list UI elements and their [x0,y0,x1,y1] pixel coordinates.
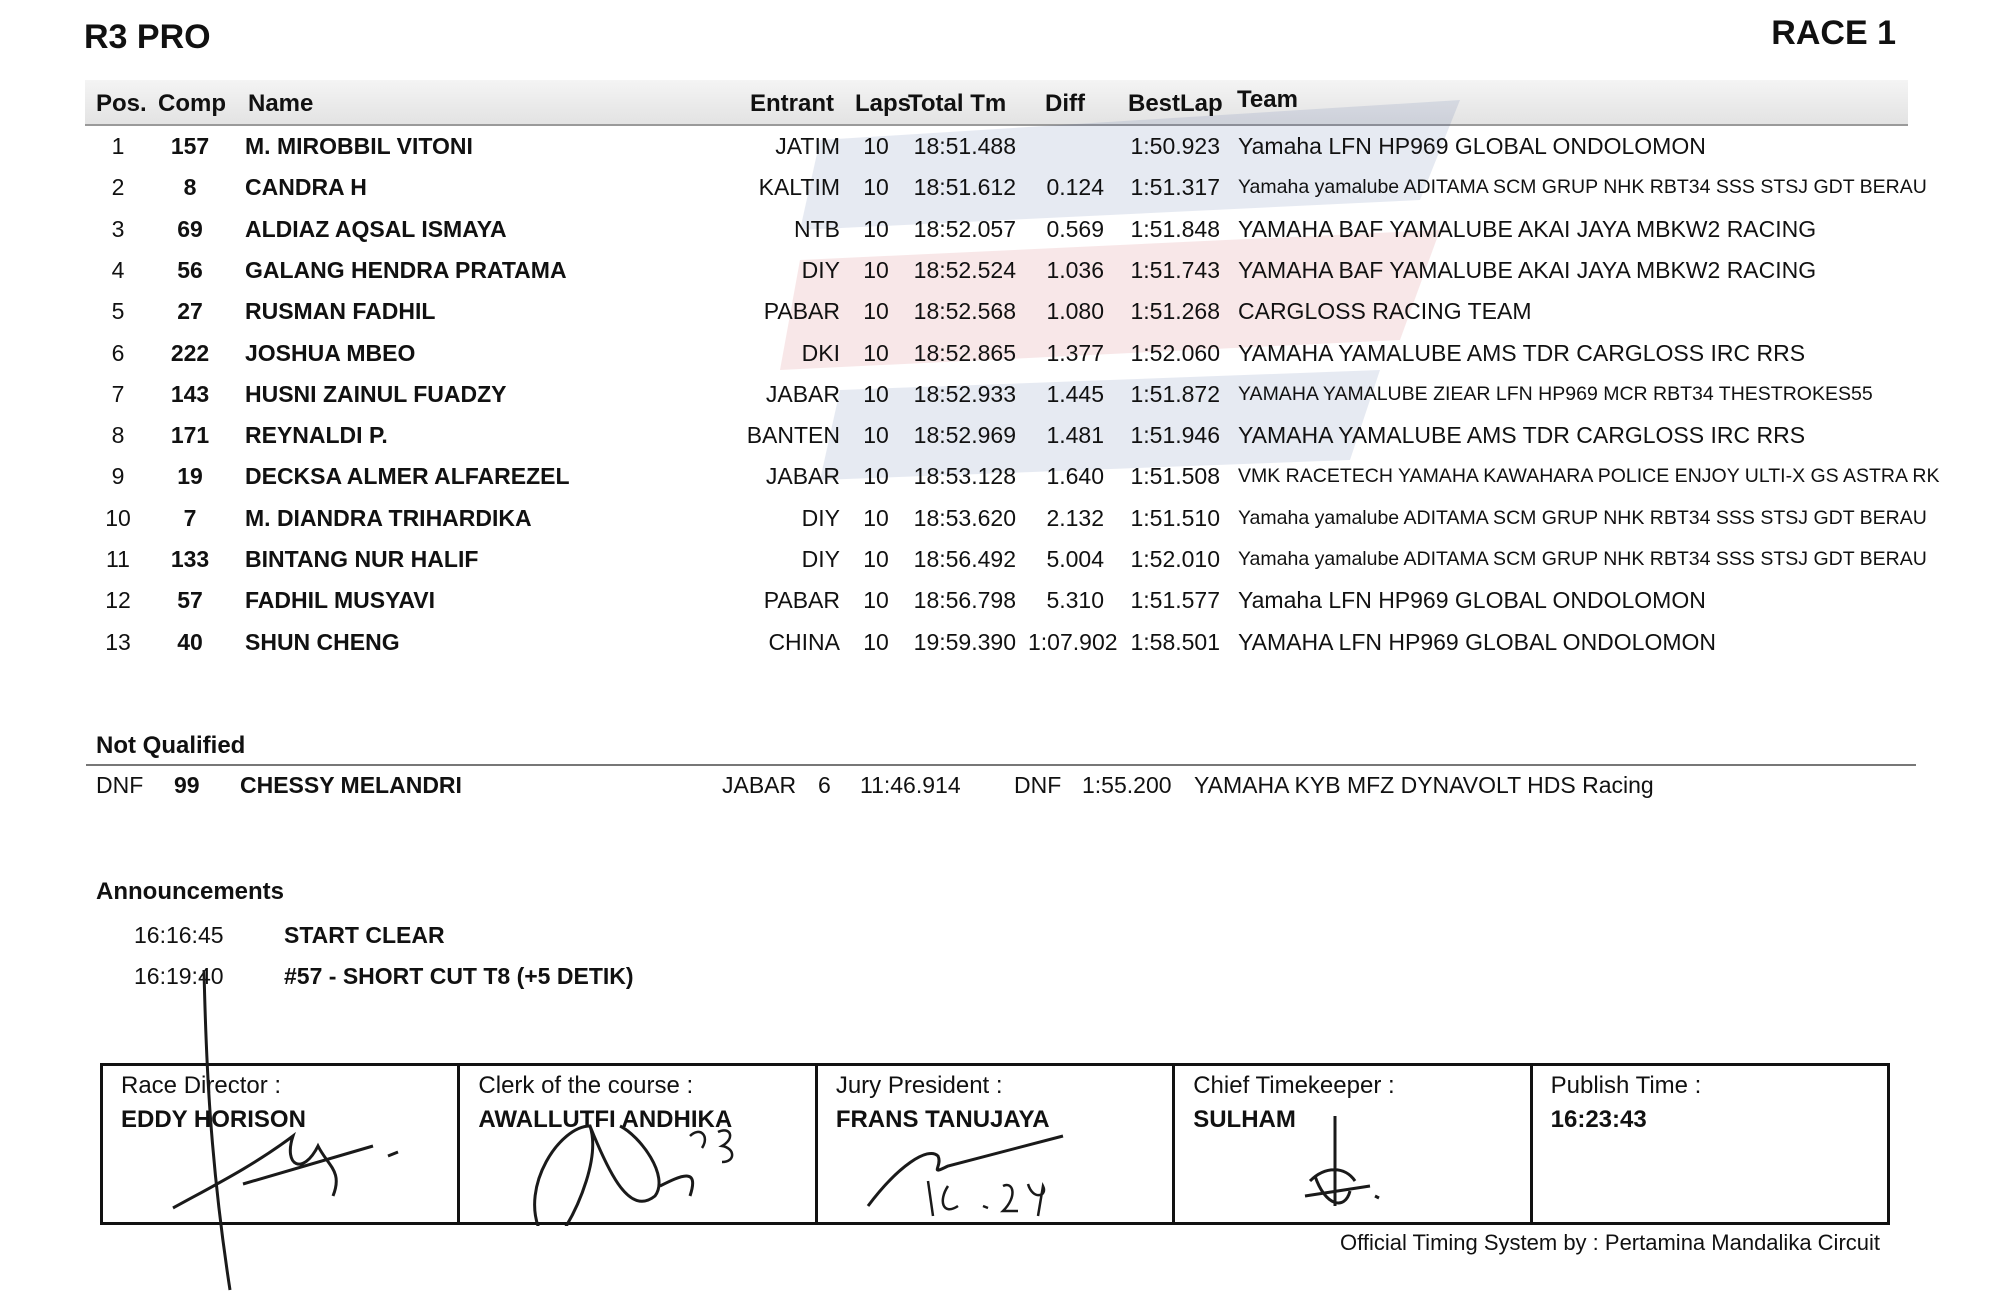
row-comp: 8 [183,174,197,201]
row-total-time: 19:59.390 [913,628,1016,655]
row-comp: 7 [183,504,197,531]
table-row [0,498,2000,539]
row-total-time: 18:51.612 [913,174,1016,201]
signature-label: Jury President : [835,1072,1003,1099]
col-header-pos: Pos. [96,90,147,117]
row-team: Yamaha yamalube ADITAMA SCM GRUP NHK RBT34 SSS STSJ GDT BERAU [1238,548,1927,570]
row-best-lap: 1:51.872 [1130,380,1220,407]
signature-cell-jury [818,1066,1175,1222]
row-name: RUSMAN FADHIL [245,298,436,325]
row-comp: 56 [177,256,203,283]
signature-name: EDDY HORISON [121,1106,306,1133]
row-entrant: NTB [794,215,840,242]
row-team: YAMAHA BAF YAMALUBE AKAI JAYA MBKW2 RACING [1238,256,1817,283]
row-team: YAMAHA YAMALUBE AMS TDR CARGLOSS IRC RRS [1238,339,1806,366]
category-title: R3 PRO [84,18,211,56]
row-name: ALDIAZ AQSAL ISMAYA [245,215,507,242]
row-total-time: 18:52.524 [913,256,1016,283]
row-best-lap: 1:52.010 [1130,546,1220,572]
row-pos: 11 [106,546,130,572]
handwritten-signature [103,1066,473,1226]
row-best-lap: 1:51.743 [1130,256,1220,283]
signature-label: Race Director : [121,1072,282,1099]
nq-comp: 99 [174,772,200,798]
row-pos: 9 [111,463,125,490]
row-total-time: 18:53.620 [913,504,1016,531]
row-total-time: 18:52.865 [913,339,1016,366]
row-entrant: CHINA [768,628,840,655]
row-team: YAMAHA BAF YAMALUBE AKAI JAYA MBKW2 RACING [1238,215,1817,242]
col-header-comp: Comp [158,90,226,117]
row-name: M. DIANDRA TRIHARDIKA [245,504,532,531]
announcement-time: 16:19:40 [134,963,224,989]
row-pos: 7 [111,380,125,407]
not-qualified-title: Not Qualified [96,732,246,759]
row-diff: 0.124 [1046,174,1104,201]
row-comp: 40 [177,628,203,655]
row-name: DECKSA ALMER ALFAREZEL [245,463,570,490]
row-laps: 10 [863,628,889,655]
signature-cell-race-director [103,1066,460,1222]
row-pos: 12 [105,587,131,614]
row-total-time: 18:52.568 [913,298,1016,325]
signature-cell-clerk [460,1066,817,1222]
nq-total: 11:46.914 [860,772,961,798]
row-comp: 171 [170,422,210,449]
nq-diff: DNF [1014,772,1062,798]
signature-name: AWALLUTFI ANDHIKA [478,1106,733,1133]
row-name: JOSHUA MBEO [245,339,416,366]
col-header-best: BestLap [1128,90,1223,117]
table-row [0,456,2000,497]
row-comp: 57 [177,587,203,614]
row-comp: 133 [170,546,210,572]
row-diff: 1.080 [1046,298,1104,325]
announcement-text: #57 - SHORT CUT T8 (+5 DETIK) [284,963,634,989]
row-total-time: 18:56.492 [913,546,1016,572]
official-timing-note: Official Timing System by : Pertamina Mandalika Circuit [1340,1230,1880,1255]
row-team: YAMAHA YAMALUBE AMS TDR CARGLOSS IRC RRS [1238,422,1806,449]
row-entrant: KALTIM [758,174,840,201]
nq-entrant: JABAR [722,772,797,798]
row-comp: 27 [177,298,203,325]
row-team: YAMAHA YAMALUBE ZIEAR LFN HP969 MCR RBT34 THESTROKES55 [1238,382,1873,405]
row-total-time: 18:53.128 [913,463,1016,490]
row-team: VMK RACETECH YAMAHA KAWAHARA POLICE ENJOY ULTI-X GS ASTRA RK [1238,465,1940,488]
row-team: Yamaha yamalube ADITAMA SCM GRUP NHK RBT34 SSS STSJ GDT BERAU [1238,506,1927,529]
row-team: Yamaha LFN HP969 GLOBAL ONDOLOMON [1238,133,1706,159]
row-pos: 5 [111,298,125,325]
col-header-total: Total Tm [908,90,1007,117]
row-name: BINTANG NUR HALIF [245,546,479,572]
row-name: FADHIL MUSYAVI [245,587,435,614]
row-pos: 4 [111,256,125,283]
row-entrant: DIY [801,504,840,531]
row-laps: 10 [863,422,889,449]
announcement-text: START CLEAR [284,922,445,948]
row-pos: 13 [105,628,131,655]
handwritten-signature [1175,1066,1545,1226]
row-best-lap: 1:51.848 [1130,215,1220,242]
col-header-entrant: Entrant [750,90,834,117]
row-pos: 2 [111,174,125,201]
table-row [0,622,2000,663]
row-entrant: JATIM [775,133,840,159]
row-total-time: 18:52.933 [913,380,1016,407]
row-best-lap: 1:51.268 [1130,298,1220,325]
signature-label: Publish Time : [1550,1072,1702,1099]
row-name: REYNALDI P. [245,422,388,449]
row-laps: 10 [863,133,889,159]
row-team: CARGLOSS RACING TEAM [1238,298,1532,325]
table-row [0,126,2000,167]
row-diff: 0.569 [1046,215,1104,242]
announcements-title: Announcements [96,878,285,905]
row-laps: 10 [863,504,889,531]
announcement-time: 16:16:45 [134,922,224,948]
row-total-time: 18:51.488 [913,133,1016,159]
row-comp: 69 [177,215,203,242]
row-laps: 10 [863,215,889,242]
signature-cell-timekeeper [1175,1066,1532,1222]
row-total-time: 18:56.798 [913,587,1016,614]
row-pos: 8 [111,422,125,449]
signature-label: Clerk of the course : [478,1072,694,1099]
row-best-lap: 1:51.317 [1130,174,1220,201]
signature-name: SULHAM [1193,1106,1296,1133]
col-header-diff: Diff [1045,90,1085,117]
table-row [0,539,2000,580]
signature-box [100,1063,1890,1225]
row-team: Yamaha LFN HP969 GLOBAL ONDOLOMON [1238,587,1706,614]
row-entrant: DKI [801,339,840,366]
row-best-lap: 1:51.510 [1130,504,1220,531]
row-entrant: JABAR [765,380,840,407]
row-pos: 3 [111,215,125,242]
row-pos: 1 [111,133,125,159]
row-name: M. MIROBBIL VITONI [245,133,473,159]
table-row [0,415,2000,456]
row-diff: 1.445 [1046,380,1104,407]
table-row [0,291,2000,332]
signature-label: Chief Timekeeper : [1193,1072,1395,1099]
table-row [0,374,2000,415]
row-entrant: PABAR [763,298,840,325]
table-row [0,333,2000,374]
row-comp: 222 [170,339,210,366]
row-best-lap: 1:58.501 [1130,628,1220,655]
nq-name: CHESSY MELANDRI [240,772,462,798]
row-diff: 1.377 [1046,339,1104,366]
row-diff: 5.310 [1046,587,1104,614]
handwritten-signature [460,1066,830,1226]
col-header-name: Name [248,90,314,117]
nq-laps: 6 [818,772,831,798]
row-entrant: DIY [801,546,840,572]
row-best-lap: 1:51.946 [1130,422,1220,449]
table-row [0,209,2000,250]
handwritten-signature [818,1066,1188,1226]
row-laps: 10 [863,339,889,366]
row-name: HUSNI ZAINUL FUADZY [245,380,507,407]
row-laps: 10 [863,587,889,614]
race-title: RACE 1 [1771,14,1896,52]
row-laps: 10 [863,546,889,572]
row-entrant: PABAR [763,587,840,614]
row-laps: 10 [863,256,889,283]
row-team: YAMAHA LFN HP969 GLOBAL ONDOLOMON [1238,628,1717,655]
row-best-lap: 1:51.577 [1130,587,1220,614]
not-qualified-divider [86,764,1916,766]
row-name: CANDRA H [245,174,367,201]
row-comp: 157 [170,133,210,159]
table-row [0,167,2000,208]
nq-team: YAMAHA KYB MFZ DYNAVOLT HDS Racing [1194,772,1654,798]
row-laps: 10 [863,298,889,325]
row-diff: 2.132 [1046,504,1104,531]
row-diff: 1.640 [1046,463,1104,490]
row-best-lap: 1:50.923 [1130,133,1220,159]
row-name: SHUN CHENG [245,628,400,655]
row-team: Yamaha yamalube ADITAMA SCM GRUP NHK RBT34 SSS STSJ GDT BERAU [1238,176,1927,199]
row-comp: 143 [170,380,210,407]
row-laps: 10 [863,463,889,490]
row-best-lap: 1:52.060 [1130,339,1220,366]
row-entrant: JABAR [765,463,840,490]
row-laps: 10 [863,174,889,201]
row-entrant: DIY [801,256,840,283]
row-best-lap: 1:51.508 [1130,463,1220,490]
col-header-team: Team [1237,86,1298,113]
row-diff: 1.036 [1046,256,1104,283]
nq-pos: DNF [96,772,144,798]
signature-cell-publish-time [1533,1066,1887,1222]
row-name: GALANG HENDRA PRATAMA [245,256,567,283]
col-header-laps: Laps [855,90,912,117]
pen-stroke-mark [190,960,250,1297]
row-pos: 10 [105,504,131,531]
nq-best: 1:55.200 [1082,772,1172,798]
row-entrant: BANTEN [746,422,840,449]
row-comp: 19 [177,463,203,490]
row-total-time: 18:52.969 [913,422,1016,449]
table-row [0,250,2000,291]
row-diff: 1.481 [1046,422,1104,449]
table-row [0,580,2000,621]
row-diff: 1:07.902 [1028,628,1118,655]
publish-time-value: 16:23:43 [1550,1106,1647,1133]
row-laps: 10 [863,380,889,407]
row-diff: 5.004 [1046,546,1104,572]
signature-name: FRANS TANUJAYA [835,1106,1050,1133]
row-pos: 6 [111,339,125,366]
row-total-time: 18:52.057 [913,215,1016,242]
